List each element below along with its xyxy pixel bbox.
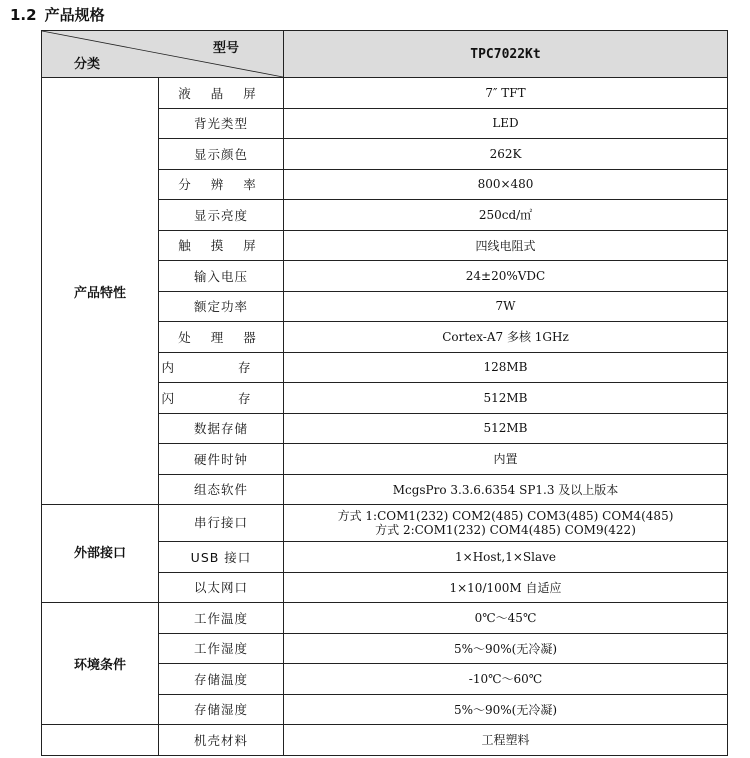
table-row — [42, 725, 728, 756]
row-label: 液 晶 屏 — [159, 78, 284, 109]
row-label: 触 摸 屏 — [159, 230, 284, 261]
table-row — [42, 603, 728, 634]
row-label: 存储湿度 — [159, 694, 284, 725]
category-cell: 环境条件 — [42, 603, 159, 725]
section-title: 产品规格 — [44, 6, 105, 24]
row-value: 四线电阻式 — [284, 230, 728, 261]
row-value: McgsPro 3.3.6.6354 SP1.3 及以上版本 — [284, 474, 728, 505]
row-label: 工作温度 — [159, 603, 284, 634]
row-label: 背光类型 — [159, 108, 284, 139]
row-label: 工作湿度 — [159, 633, 284, 664]
row-label: 数据存储 — [159, 413, 284, 444]
row-value: 7W — [284, 291, 728, 322]
value-line: 方式 2:COM1(232) COM4(485) COM9(422) — [375, 523, 636, 537]
row-label: 显示亮度 — [159, 200, 284, 231]
row-label: 分 辨 率 — [159, 169, 284, 200]
row-value: 工程塑料 — [284, 725, 728, 756]
row-value: 250cd/㎡ — [284, 200, 728, 231]
row-label: 显示颜色 — [159, 139, 284, 170]
row-value: 1×10/100M 自适应 — [284, 572, 728, 603]
row-value: 内置 — [284, 444, 728, 475]
row-value: Cortex-A7 多核 1GHz — [284, 322, 728, 353]
row-label: 输入电压 — [159, 261, 284, 292]
header-category-label: 分类 — [74, 57, 101, 72]
row-label: USB 接口 — [159, 542, 284, 573]
row-label: 硬件时钟 — [159, 444, 284, 475]
category-cell: 外部接口 — [42, 505, 159, 603]
row-value: LED — [284, 108, 728, 139]
row-value: 24±20%VDC — [284, 261, 728, 292]
category-cell: 产品特性 — [42, 78, 159, 505]
row-label: 存储温度 — [159, 664, 284, 695]
row-label: 机壳材料 — [159, 725, 284, 756]
row-label: 以太网口 — [159, 572, 284, 603]
section-heading — [10, 4, 105, 25]
section-number: 1.2 — [10, 6, 37, 24]
spec-table — [41, 30, 728, 756]
row-value: 5%～90%(无冷凝) — [284, 633, 728, 664]
row-label: 内 存 — [159, 352, 284, 383]
row-value — [284, 505, 728, 542]
row-value: 7″ TFT — [284, 78, 728, 109]
row-value: 5%～90%(无冷凝) — [284, 694, 728, 725]
row-value: 128MB — [284, 352, 728, 383]
row-value: 512MB — [284, 383, 728, 414]
row-value: 262K — [284, 139, 728, 170]
row-value: 800×480 — [284, 169, 728, 200]
row-value: 1×Host,1×Slave — [284, 542, 728, 573]
row-label: 处 理 器 — [159, 322, 284, 353]
table-row — [42, 505, 728, 542]
row-label: 串行接口 — [159, 505, 284, 542]
row-value: 0℃～45℃ — [284, 603, 728, 634]
row-value: 512MB — [284, 413, 728, 444]
header-model-label: 型号 — [212, 41, 239, 56]
table-row — [42, 78, 728, 109]
row-value: -10℃～60℃ — [284, 664, 728, 695]
value-line: 方式 1:COM1(232) COM2(485) COM3(485) COM4(485) — [337, 509, 674, 523]
row-label: 额定功率 — [159, 291, 284, 322]
header-diagonal-cell — [42, 31, 284, 78]
table-header-row — [42, 31, 728, 78]
row-label: 闪 存 — [159, 383, 284, 414]
model-name: TPC7022Kt — [284, 31, 728, 78]
row-label: 组态软件 — [159, 474, 284, 505]
category-cell — [42, 725, 159, 756]
